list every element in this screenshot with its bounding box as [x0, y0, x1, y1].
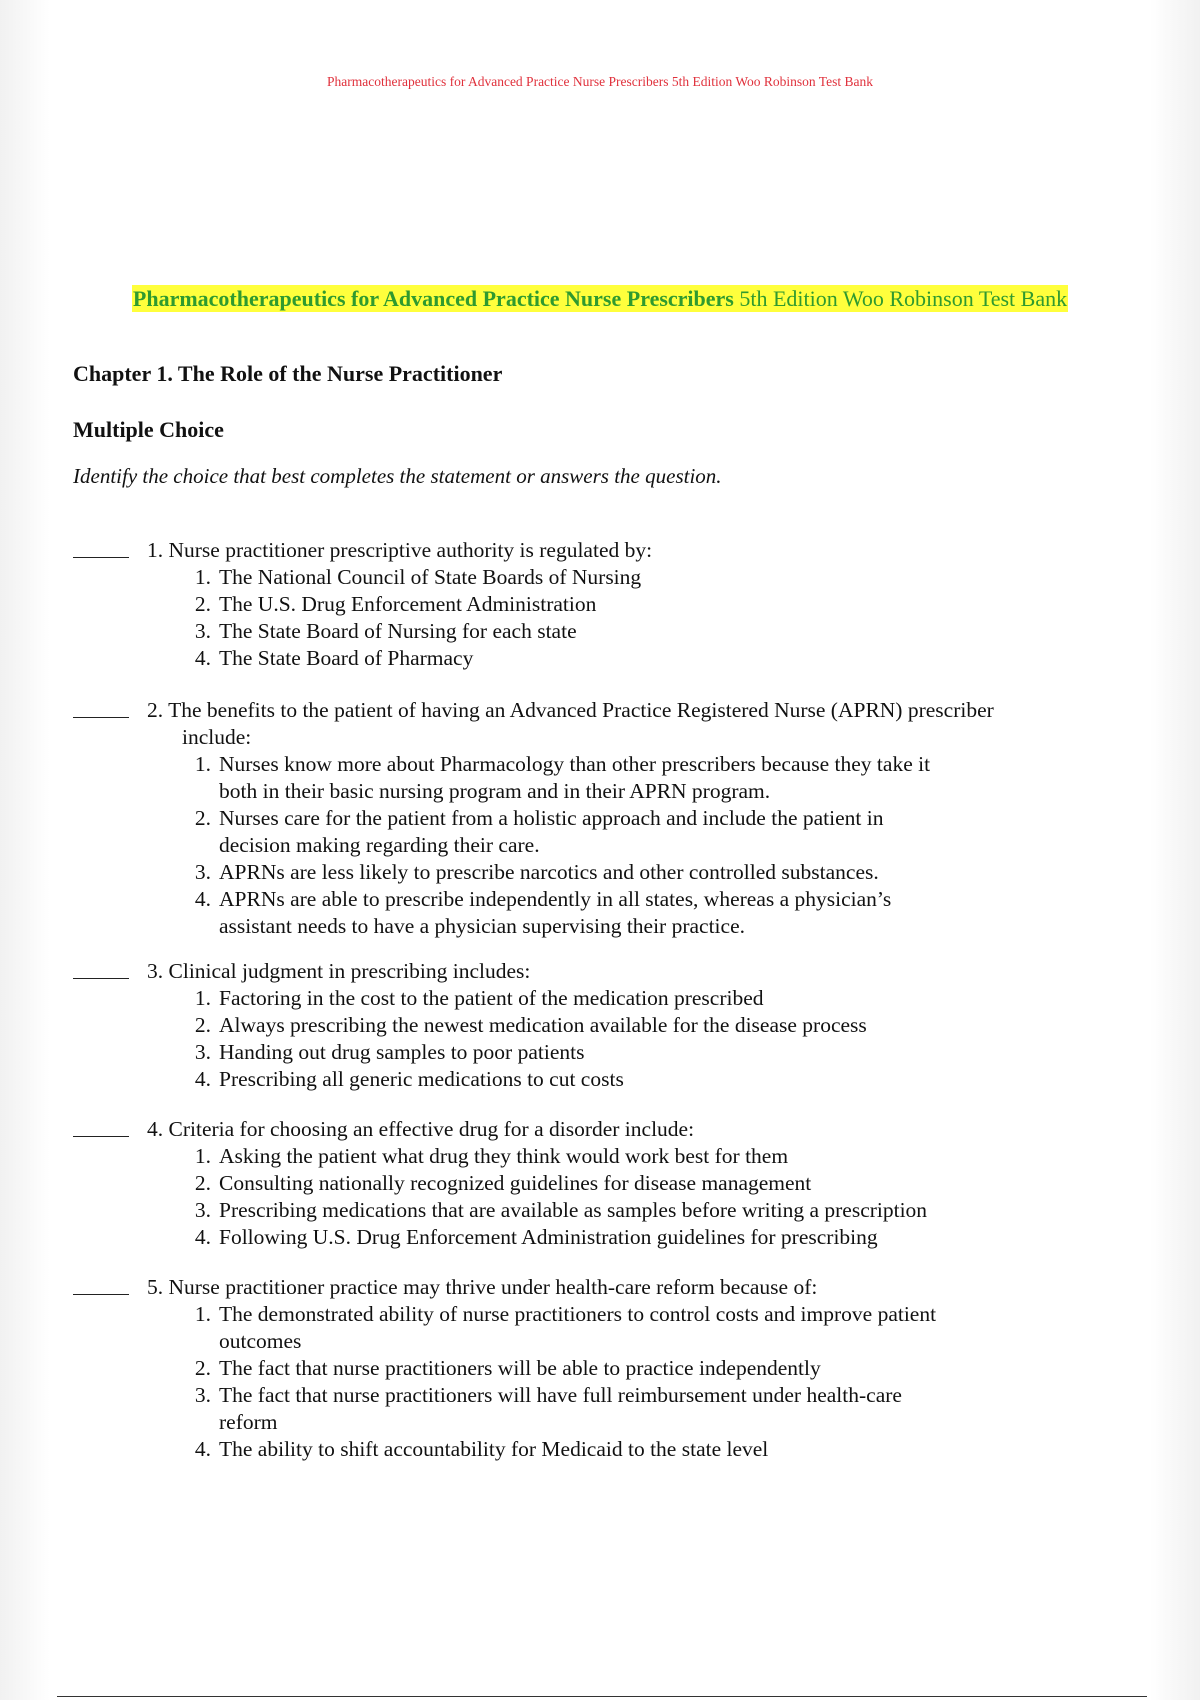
option [73, 1143, 1133, 1170]
option [73, 1197, 1133, 1224]
option-text: The U.S. Drug Enforcement Administration [219, 592, 597, 616]
option-text: APRNs are able to prescribe independently in all states, whereas a physician’s [219, 887, 892, 911]
chapter-heading: Chapter 1. The Role of the Nurse Practitioner [73, 361, 503, 386]
footer-rule [57, 1696, 1147, 1697]
page-shadow-right [1150, 0, 1200, 1700]
option-number: 2. [194, 592, 211, 616]
option [73, 859, 1133, 886]
option [73, 645, 1133, 672]
option-number: 4. [194, 887, 211, 911]
option [73, 591, 1133, 618]
option-number: 1. [194, 986, 211, 1010]
title-rest: 5th Edition Woo Robinson Test Bank [733, 286, 1068, 311]
option-list [73, 564, 1133, 672]
option-number: 3. [194, 1040, 211, 1064]
question-stem: 3. Clinical judgment in prescribing includes: [147, 959, 531, 983]
option-number: 3. [194, 619, 211, 643]
answer-blank[interactable] [73, 1116, 129, 1137]
option-text: The fact that nurse practitioners will have full reimbursement under health-care [219, 1383, 902, 1407]
page-shadow-left [0, 0, 50, 1700]
question-stem: 4. Criteria for choosing an effective drug for a disorder include: [147, 1117, 695, 1141]
option-number: 4. [194, 646, 211, 670]
option [73, 886, 1133, 940]
answer-blank[interactable] [73, 1274, 129, 1295]
option-text: The demonstrated ability of nurse practitioners to control costs and improve patient [219, 1302, 937, 1326]
option-number: 3. [194, 860, 211, 884]
option-number: 4. [194, 1225, 211, 1249]
option-text: Factoring in the cost to the patient of the medication prescribed [219, 986, 764, 1010]
option-text: The ability to shift accountability for Medicaid to the state level [219, 1437, 769, 1461]
question-stem: 5. Nurse practitioner practice may thrive under health-care reform because of: [147, 1275, 818, 1299]
option [73, 564, 1133, 591]
option-number: 4. [194, 1437, 211, 1461]
question-2 [73, 697, 1133, 940]
option-text: Nurses know more about Pharmacology than other prescribers because they take it [219, 752, 931, 776]
question-3 [73, 958, 1133, 1093]
option [73, 805, 1133, 859]
option-text: The National Council of State Boards of Nursing [219, 565, 642, 589]
option-text-continued: reform [219, 1410, 278, 1434]
instructions: Identify the choice that best completes the statement or answers the question. [73, 464, 722, 488]
option-number: 3. [194, 1383, 211, 1407]
option-text-continued: outcomes [219, 1329, 302, 1353]
option-text: The State Board of Pharmacy [219, 646, 474, 670]
option-list [73, 985, 1133, 1093]
option-text: Prescribing medications that are available as samples before writing a prescription [219, 1198, 928, 1222]
option-number: 1. [194, 1144, 211, 1168]
option [73, 1066, 1133, 1093]
option [73, 618, 1133, 645]
question-5 [73, 1274, 1133, 1463]
answer-blank[interactable] [73, 958, 129, 979]
option-number: 3. [194, 1198, 211, 1222]
document-title [0, 286, 1200, 312]
option [73, 751, 1133, 805]
option-text: Prescribing all generic medications to cut costs [219, 1067, 624, 1091]
option-list [73, 1301, 1133, 1463]
option-number: 2. [194, 1171, 211, 1195]
option [73, 1382, 1133, 1436]
option [73, 1170, 1133, 1197]
option-list [73, 751, 1133, 940]
question-stem-continued: include: [182, 725, 252, 749]
option [73, 1224, 1133, 1251]
question-stem: 2. The benefits to the patient of having an Advanced Practice Registered Nurse (APRN) prescriber [147, 698, 994, 722]
option [73, 985, 1133, 1012]
option-text-continued: decision making regarding their care. [219, 833, 540, 857]
option-number: 1. [194, 1302, 211, 1326]
option-text: Asking the patient what drug they think would work best for them [219, 1144, 789, 1168]
answer-blank[interactable] [73, 697, 129, 718]
option [73, 1012, 1133, 1039]
option-text: The State Board of Nursing for each state [219, 619, 577, 643]
question-stem: 1. Nurse practitioner prescriptive authority is regulated by: [147, 538, 653, 562]
running-header: Pharmacotherapeutics for Advanced Practice Nurse Prescribers 5th Edition Woo Robinson Test Bank [327, 74, 873, 89]
option-list [73, 1143, 1133, 1251]
section-heading: Multiple Choice [73, 417, 224, 442]
question-1 [73, 537, 1133, 672]
option-text: Consulting nationally recognized guidelines for disease management [219, 1171, 812, 1195]
option-text: APRNs are less likely to prescribe narcotics and other controlled substances. [219, 860, 879, 884]
question-4 [73, 1116, 1133, 1251]
title-bold: Pharmacotherapeutics for Advanced Practice Nurse Prescribers [132, 286, 734, 311]
option-text: Always prescribing the newest medication available for the disease process [219, 1013, 867, 1037]
option-text-continued: assistant needs to have a physician supervising their practice. [219, 914, 745, 938]
title-highlight [132, 285, 1068, 312]
option-text: Nurses care for the patient from a holistic approach and include the patient in [219, 806, 884, 830]
option-number: 2. [194, 1356, 211, 1380]
option-number: 2. [194, 1013, 211, 1037]
option [73, 1301, 1133, 1355]
option-text-continued: both in their basic nursing program and in their APRN program. [219, 779, 771, 803]
option-number: 4. [194, 1067, 211, 1091]
option [73, 1039, 1133, 1066]
option-text: Handing out drug samples to poor patients [219, 1040, 585, 1064]
option-number: 2. [194, 806, 211, 830]
option-number: 1. [194, 752, 211, 776]
answer-blank[interactable] [73, 537, 129, 558]
option [73, 1355, 1133, 1382]
option-text: The fact that nurse practitioners will be able to practice independently [219, 1356, 821, 1380]
option [73, 1436, 1133, 1463]
option-text: Following U.S. Drug Enforcement Administration guidelines for prescribing [219, 1225, 878, 1249]
option-number: 1. [194, 565, 211, 589]
